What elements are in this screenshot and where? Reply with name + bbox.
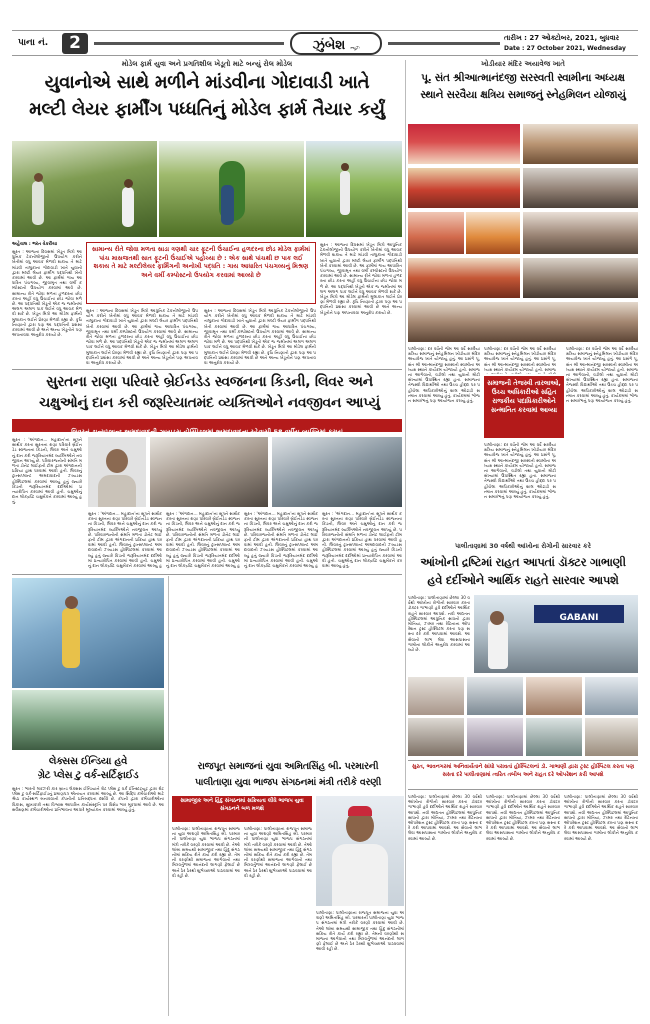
eye-sub: સુરત, ભાવનગરમાં અનિવાર્યતાને સાંધો પરાવતાં હોસ્પિટલનાં ડૉ. ગાભાણી દ્વારા ટ્રસ્ટ હોસ્પિટલ કરતા પણ સસ્તા દરે પાલીતાણામાં ત્વરિત તબીબ અને રાહત દરે ઓપરેશન કરી આપશે	[411, 764, 635, 778]
organ-body-col5: સુરત : 'અંગદાન... મહાદાન'ના સૂત્રને સાર્થક કરતા સુરતના રાણા પરિવારે બ્રેઈનડેડ સ્વજનના કિડની, લિવર અને ચક્ષુઓનું દાન કરી જરૂરિયાતમંદ વ્યક્તિઓને નવજીવન આપ્યું છે. પરિવારજનોની સંમતિ મળતા ડોનેટ લાઈફની ટીમ દ્વારા અંગદાનની પ્રક્રિયા હાથ ધરવામાં આવી હતી. લિવરનું ટ્રાન્સપ્લાન્ટ અમદાવાદની ઝાયડસ હોસ્પિટલમાં કરવામાં આવ્યું હતું જ્યારે કિડની જરૂરિયાતમંદ દર્દીઓમાં પ્રત્યારોપિત કરવામાં આવી હતી. ચક્ષુઓનું દાન લોકદ્રષ્ટિ ચક્ષુબેંકને કરવામાં આવ્યું હતું.	[322, 511, 402, 569]
khodiyar-body-col1: પાલીતાણા: દર વર્ષની જેમ આ વર્ષે સરવૈયા ક્ષત્રિય સમાજનું સ્નેહમિલન ખોડીયાર મંદિર અયાવેજ ખાતે યોજાયું હતું. આ પ્રસંગે પૂ. સંત શ્રી આત્માનંદજી સરસ્વતી સ્વામીના અધ્યક્ષ સ્થાને કાર્યક્રમ યોજાયો હતો. સમાજના આગેવાનો, વડીલો તથા યુવાનો મોટી સંખ્યામાં ઉપસ્થિત રહ્યા હતા. સમાજના તેજસ્વી વિદ્યાર્થીઓ તથા ઉચ્ચ હોદ્દા પર પહોંચેલા અધિકારીઓનું શાલ ઓઢાડી સન્માન કરવામાં આવ્યું હતું. કાર્યક્રમમાં ભોજન સમારંભનું પણ આયોજન કરાયું હતું.	[408, 346, 480, 404]
organ-band-text: લિવરનું ટ્રાન્સપ્લાન્ટ અમદાવાદની ઝાયડસ હોસ્પિટલમાં અમદાવાદના રહેવાસી 58 વર્ષીય વ્યક્તિમાં કરાયું	[71, 428, 343, 436]
column-divider	[405, 60, 406, 530]
lexus-headline-1: લેક્સસ ઈન્ડિયા હવે	[48, 756, 128, 767]
eye-hospital-photo-5	[585, 677, 638, 715]
eye-hospital-photo-1	[474, 595, 638, 673]
organ-body-col3: સુરત : 'અંગદાન... મહાદાન'ના સૂત્રને સાર્થક કરતા સુરતના રાણા પરિવારે બ્રેઈનડેડ સ્વજનના કિડની, લિવર અને ચક્ષુઓનું દાન કરી જરૂરિયાતમંદ વ્યક્તિઓને નવજીવન આપ્યું છે. પરિવારજનોની સંમતિ મળતા ડોનેટ લાઈફની ટીમ દ્વારા અંગદાનની પ્રક્રિયા હાથ ધરવામાં આવી હતી. લિવરનું ટ્રાન્સપ્લાન્ટ અમદાવાદની ઝાયડસ હોસ્પિટલમાં કરવામાં આવ્યું હતું જ્યારે કિડની જરૂરિયાતમંદ દર્દીઓમાં પ્રત્યારોપિત કરવામાં આવી હતી. ચક્ષુઓનું દાન લોકદ્રષ્ટિ ચક્ષુબેંકને કરવામાં આવ્યું હ	[166, 511, 240, 569]
story1-headline-1: યુવાનોએ સાથે મળીને માંડવીના ગોદાવાડી ખાતે	[44, 72, 370, 93]
page-number: 2	[69, 33, 81, 53]
khodiyar-kicker: ખોડીયાર મંદિર અયાવેજ ખાતે	[481, 60, 565, 68]
donor-portrait	[88, 437, 146, 507]
eye-body-col3: પાલીતાણા: પાલીતાણામાં છેલ્લા 30 વર્ષથી આંખોના રોગોની સારવાર કરતા ડૉક્ટર ગાભાણી હવે દર્દીઓને આર્થિક રાહતે સારવાર આપશે. નવી અદ્યતન હોસ્પિટલમાં આધુનિક સાધનો દ્વારા મોતિયા, ઝામર તથા રેટિનાના ઓપરેશન ટ્રસ્ટ હોસ્પિટલ કરતા પણ સસ્તા દરે કરી આપવામાં આવશે. આ સેવાનો લાભ લેવા આસપાસના ગામોના લોકોને અનુરોધ કરવામાં આવ્યો છે.	[564, 794, 638, 841]
page-number-badge	[62, 33, 88, 54]
logo-text: ઝુંબેશ	[312, 38, 346, 53]
eye-body-col-left: પાલીતાણા: પાલીતાણામાં છેલ્લા 30 વર્ષથી આંખોના રોગોની સારવાર કરતા ડૉક્ટર ગાભાણી હવે દર્દીઓને આર્થિક રાહતે સારવાર આપશે. નવી અદ્યતન હોસ્પિટલમાં આધુનિક સાધનો દ્વારા મોતિયા, ઝામર તથા રેટિનાના ઓપરેશન ટ્રસ્ટ હોસ્પિટલ કરતા પણ સસ્તા દરે કરી આપવામાં આવશે. આ સેવાનો લાભ લેવા આસપાસના ગામોના લોકોને અનુરોધ કરવામાં આવ્યો છે.	[408, 595, 470, 653]
section-rule-2	[12, 574, 402, 575]
rajput-divider-right	[405, 540, 406, 1016]
story1-kicker: મોડેલ ફાર્મ યુવા અને પ્રગતિશીલ ખેડૂતો માટે બન્યું રોલ મોડેલ	[121, 60, 293, 68]
eye-hospital-photo-2	[408, 677, 464, 715]
date-gu: તારીખ : 27 ઓક્ટોબર, 2021, બુધવાર	[504, 34, 620, 42]
organ-band	[12, 419, 402, 436]
date-en: Date : 27 October 2021, Wednesday	[504, 45, 626, 52]
event-photo-7	[523, 212, 638, 254]
story1-body-col1: સુરત : આજના દિવસમાં ખેડૂત મિત્રો આધુનિક ટેકનોલોજીનો ઉપયોગ કરીને ખેતીમાં વધુ આવક મેળવી શકાય તે માટે માંડવી તાલુકાના ગોદાવાડી ખાતે યુવાનો દ્વારા મલ્ટી લેયર ફાર્મીંગ પદ્ધતિથી ખેતી કરવામાં આવી છે. આ ફાર્મમાં ગાય આધારિત પંચગવ્ય, જીવામૃત તથા વર્મી કમ્પોસ્ટનો ઉપયોગ કરવામાં આવે છે. સામાન્ય રીતે જોવા મળતા હળદરના છોડ કરતા અહીં વધુ ઉંચાઈના છોડ જોવા મળે છે. આ પદ્ધતિથી ખેડૂતો એક જ જમીનમાં અલગ અલગ પાક લઈને વધુ આવક મેળવી શકે છે. ખેડૂત મિત્રો આ મોડેલ ફાર્મની મુલાકાત લઈને પ્રેરણા મેળવી રહ્યા છે. કૃષિ નિષ્ણાતો દ્વારા પણ આ પદ્ધતિની પ્રશંસા કરવામાં આવી છે અને અન્ય ખેડૂતોને પણ અપનાવવા અનુરોધ કરાયો છે.	[12, 249, 82, 338]
story1-byline: અહેવાલ : ભરત વેકરીયા	[12, 242, 58, 247]
eye-hospital-photo-3	[467, 677, 523, 715]
lexus-body: સુરત : ભારતી લક્ઝરી કાર બ્રાન્ડ લેક્સસ ઈન્ડિયાને ગ્રેટ પ્લેસ ટુ વર્ક ઈન્સ્ટિટ્યૂટ દ્વારા ગ્રેટ પ્લેસ ટુ વર્ક-સર્ટિફાઈડનું પ્રમાણપત્ર એનાયત કરવામાં આવ્યું છે. આ સિદ્ધિ કર્મચારીઓ માટે શ્રેષ્ઠ કાર્યસ્થળ બનાવવાની કંપનીની પ્રતિબદ્ધતા દર્શાવે છે. કંપની દ્વારા કર્મચારીઓના વિકાસ, સુખાકારી તથા વિશ્વાસ આધારિત કાર્યસંસ્કૃતિ પર વિશેષ ભાર મૂકવામાં આવે છે. આ સર્વેક્ષણમાં કર્મચારીઓના પ્રતિભાવના આધારે મૂલ્યાંકન કરવામાં આવ્યું હતું.	[12, 786, 164, 812]
section-rule	[12, 369, 402, 370]
organ-body-col1: સુરત : 'અંગદાન... મહાદાન'ના સૂત્રને સાર્થક કરતા સુરતના રાણા પરિવારે બ્રેઈનડેડ સ્વજનના કિડની, લિવર અને ચક્ષુઓનું દાન કરી જરૂરિયાતમંદ વ્યક્તિઓને નવજીવન આપ્યું છે. પરિવારજનોની સંમતિ મળતા ડોનેટ લાઈફની ટીમ દ્વારા અંગદાનની પ્રક્રિયા હાથ ધરવામાં આવી હતી. લિવરનું ટ્રાન્સપ્લાન્ટ અમદાવાદની ઝાયડસ હોસ્પિટલમાં કરવામાં આવ્યું હતું જ્યારે કિડની જરૂરિયાતમંદ દર્દીઓમાં પ્રત્યારોપિત કરવામાં આવી હતી. ચક્ષુઓનું દાન લોકદ્રષ્ટિ ચક્ષુબેંકને કરવામાં આવ્યું હતું.	[12, 437, 82, 505]
hospital-photo-1	[150, 437, 268, 507]
eye-headline-1: આંખોની દ્રષ્ટિમાં રાહત આપતાં ડૉક્ટર ગાભાણી	[420, 555, 626, 569]
masthead	[12, 30, 638, 56]
khodiyar-body-col3: પાલીતાણા: દર વર્ષની જેમ આ વર્ષે સરવૈયા ક્ષત્રિય સમાજનું સ્નેહમિલન ખોડીયાર મંદિર અયાવેજ ખાતે યોજાયું હતું. આ પ્રસંગે પૂ. સંત શ્રી આત્માનંદજી સરસ્વતી સ્વામીના અધ્યક્ષ સ્થાને કાર્યક્રમ યોજાયો હતો. સમાજના આગેવાનો, વડીલો તથા યુવાનો મોટી સંખ્યામાં ઉપસ્થિત રહ્યા હતા. સમાજના તેજસ્વી વિદ્યાર્થીઓ તથા ઉચ્ચ હોદ્દા પર પહોંચેલા અધિકારીઓનું શાલ ઓઢાડી સન્માન કરવામાં આવ્યું હતું. કાર્યક્રમમાં ભોજન સમારંભનું પણ આયોજન કરાયું હતું.	[566, 346, 638, 404]
event-photo-4	[523, 168, 638, 208]
story1-headline-2: મલ્ટી લેયર ફાર્મીંગ પધ્ધતિનું મોડેલ ફાર્મ તૈયાર કર્યું	[29, 99, 385, 120]
event-photo-1	[408, 124, 520, 164]
event-photo-3	[408, 168, 520, 208]
logo-sub: ન્યૂઝ	[350, 45, 360, 50]
eye-sub-box	[408, 760, 638, 790]
event-photo-2	[523, 124, 638, 164]
farm-photo-1	[12, 141, 157, 237]
organ-headline-2: ચક્ષુઓનું દાન કરી જરૂરિયાતમંદ વ્યક્તિઓને નવજીવન આપ્યું	[39, 395, 380, 411]
event-photo-9	[523, 258, 638, 298]
khodiyar-highlight-box	[484, 376, 564, 438]
farm-photo-3	[306, 141, 402, 237]
farm-photo-2	[159, 141, 304, 237]
story1-body-col2: સુરત : આજના દિવસમાં ખેડૂત મિત્રો આધુનિક ટેકનોલોજીનો ઉપયોગ કરીને ખેતીમાં વધુ આવક મેળવી શકાય તે માટે માંડવી તાલુકાના ગોદાવાડી ખાતે યુવાનો દ્વારા મલ્ટી લેયર ફાર્મીંગ પદ્ધતિથી ખેતી કરવામાં આવી છે. આ ફાર્મમાં ગાય આધારિત પંચગવ્ય, જીવામૃત તથા વર્મી કમ્પોસ્ટનો ઉપયોગ કરવામાં આવે છે. સામાન્ય રીતે જોવા મળતા હળદરના છોડ કરતા અહીં વધુ ઉંચાઈના છોડ જોવા મળે છે. આ પદ્ધતિથી ખેડૂતો એક જ જમીનમાં અલગ અલગ પાક લઈને વધુ આવક મેળવી શકે છે. ખેડૂત મિત્રો આ મોડેલ ફાર્મની મુલાકાત લઈને પ્રેરણા મેળવી રહ્યા છે. કૃષિ નિષ્ણાતો દ્વારા પણ આ પદ્ધતિની પ્રશંસા કરવામાં આવી છે અને અન્ય ખેડૂતોને પણ અપનાવવા અનુરોધ કરાયો છે.	[86, 308, 198, 365]
eye-headline-2: હવે દર્દીઓને આર્થિક રાહતે સારવાર આપશે	[427, 573, 619, 587]
khodiyar-headline-2: સ્થાને સરવૈયા ક્ષત્રિય સમાજનું સ્નેહમિલન યોજાયું	[420, 89, 626, 101]
cricket-photo-1	[12, 578, 164, 688]
khodiyar-body-col2b: પાલીતાણા: દર વર્ષની જેમ આ વર્ષે સરવૈયા ક્ષત્રિય સમાજનું સ્નેહમિલન ખોડીયાર મંદિર અયાવેજ ખાતે યોજાયું હતું. આ પ્રસંગે પૂ. સંત શ્રી આત્માનંદજી સરસ્વતી સ્વામીના અધ્યક્ષ સ્થાને કાર્યક્રમ યોજાયો હતો. સમાજના આગેવાનો, વડીલો તથા યુવાનો મોટી સંખ્યામાં ઉપસ્થિત રહ્યા હતા. સમાજના તેજસ્વી વિદ્યાર્થીઓ તથા ઉચ્ચ હોદ્દા પર પહોંચેલા અધિકારીઓનું શાલ ઓઢાડી સન્માન કરવામાં આવ્યું હતું. કાર્યક્રમમાં ભોજન સમારંભનું પણ આયોજન કરાયું હતું.	[484, 442, 556, 500]
masthead-rule-right	[388, 42, 500, 45]
cricket-photo-2	[12, 690, 164, 750]
event-photo-6	[466, 212, 520, 254]
page-label: પાના નં.	[18, 38, 49, 48]
eye-hospital-photo-9	[585, 718, 638, 756]
logo	[290, 32, 382, 55]
khodiyar-body-col2: પાલીતાણા: દર વર્ષની જેમ આ વર્ષે સરવૈયા ક્ષત્રિય સમાજનું સ્નેહમિલન ખોડીયાર મંદિર અયાવેજ ખાતે યોજાયું હતું. આ પ્રસંગે પૂ. સંત શ્રી આત્માનંદજી સરસ્વતી સ્વામીના અધ્યક્ષ સ્થાને કાર્યક્રમ યોજાયો હતો. સમાજ	[484, 346, 556, 372]
rajput-portrait	[316, 796, 404, 906]
rajput-body-col3: પાલીતાણા: પાલીતાણાના રાજપૂત સમાજના યુવા અગ્રણી અમિતસિંહ બી. પરમારની પાલીતાણા યુવા ભાજપ સંગઠનમાં મંત્રી તરીકે વરણી કરવામાં આવી છે. તેઓ લાંબા સમયથી સામાજીક તથા હિંદુ સંગઠનોમાં સક્રિય રીતે કાર્ય કરી રહ્યા છે. તેમની વરણીથી સમાજના આગેવાનો તથા મિત્રવર્તુળમાં આનંદની લાગણી ફેલાઈ છે અને ઠેર ઠેરથી શુભેચ્છાઓ પાઠવવામાં આવી રહી છે.	[316, 910, 404, 952]
event-photo-8	[408, 258, 520, 298]
eye-hospital-photo-7	[467, 718, 523, 756]
story1-highlight-box	[86, 242, 316, 304]
organ-body-col4: સુરત : 'અંગદાન... મહાદાન'ના સૂત્રને સાર્થક કરતા સુરતના રાણા પરિવારે બ્રેઈનડેડ સ્વજનના કિડની, લિવર અને ચક્ષુઓનું દાન કરી જરૂરિયાતમંદ વ્યક્તિઓને નવજીવન આપ્યું છે. પરિવારજનોની સંમતિ મળતા ડોનેટ લાઈફની ટીમ દ્વારા અંગદાનની પ્રક્રિયા હાથ ધરવામાં આવી હતી. લિવરનું ટ્રાન્સપ્લાન્ટ અમદાવાદની ઝાયડસ હોસ્પિટલમાં કરવામાં આવ્યું હતું જ્યારે કિડની જરૂરિયાતમંદ દર્દીઓમાં પ્રત્યારોપિત કરવામાં આવી હતી. ચક્ષુઓનું દાન લોકદ્રષ્ટિ ચક્ષુબેંકને કરવામાં આવ્યું હ	[244, 511, 318, 569]
eye-hospital-photo-4	[526, 677, 582, 715]
story1-body-col4: સુરત : આજના દિવસમાં ખેડૂત મિત્રો આધુનિક ટેકનોલોજીનો ઉપયોગ કરીને ખેતીમાં વધુ આવક મેળવી શકાય તે માટે માંડવી તાલુકાના ગોદાવાડી ખાતે યુવાનો દ્વારા મલ્ટી લેયર ફાર્મીંગ પદ્ધતિથી ખેતી કરવામાં આવી છે. આ ફાર્મમાં ગાય આધારિત પંચગવ્ય, જીવામૃત તથા વર્મી કમ્પોસ્ટનો ઉપયોગ કરવામાં આવે છે. સામાન્ય રીતે જોવા મળતા હળદરના છોડ કરતા અહીં વધુ ઉંચાઈના છોડ જોવા મળે છે. આ પદ્ધતિથી ખેડૂતો એક જ જમીનમાં અલગ અલગ પાક લઈને વધુ આવક મેળવી શકે છે. ખેડૂત મિત્રો આ મોડેલ ફાર્મની મુલાકાત લઈને પ્રેરણા મેળવી રહ્યા છે. કૃષિ નિષ્ણાતો દ્વારા પણ આ પદ્ધતિની પ્રશંસા કરવામાં આવી છે અને અન્ય ખેડૂતોને પણ અપનાવવા અનુરોધ કરાયો છે.	[320, 242, 402, 315]
khodiyar-headline-1: પૂ. સંત શ્રીઆત્માનંદજી સરસ્વતી સ્વામીના અધ્યક્ષ	[421, 72, 625, 84]
event-photo-10	[408, 302, 638, 342]
event-photo-5	[408, 212, 464, 254]
organ-headline-1: સુરતના રાણા પરિવારે બ્રેઈનડેડ સ્વજનના કિડની, લિવર અને	[46, 374, 373, 390]
hospital-sign-text: GABANI	[559, 613, 599, 623]
hospital-sign	[534, 605, 624, 623]
rajput-body-col2: પાલીતાણા: પાલીતાણાના રાજપૂત સમાજના યુવા અગ્રણી અમિતસિંહ બી. પરમારની પાલીતાણા યુવા ભાજપ સંગઠનમાં મંત્રી તરીકે વરણી કરવામાં આવી છે. તેઓ લાંબા સમયથી સામાજીક તથા હિંદુ સંગઠનોમાં સક્રિય રીતે કાર્ય કરી રહ્યા છે. તેમની વરણીથી સમાજના આગેવાનો તથા મિત્રવર્તુળમાં આનંદની લાગણી ફેલાઈ છે અને ઠેર ઠેરથી શુભેચ્છાઓ પાઠવવામાં આવી રહી છે.	[244, 826, 312, 878]
eye-body-col1: પાલીતાણા: પાલીતાણામાં છેલ્લા 30 વર્ષથી આંખોના રોગોની સારવાર કરતા ડૉક્ટર ગાભાણી હવે દર્દીઓને આર્થિક રાહતે સારવાર આપશે. નવી અદ્યતન હોસ્પિટલમાં આધુનિક સાધનો દ્વારા મોતિયા, ઝામર તથા રેટિનાના ઓપરેશન ટ્રસ્ટ હોસ્પિટલ કરતા પણ સસ્તા દરે કરી આપવામાં આવશે. આ સેવાનો લાભ લેવા આસપાસના ગામોના લોકોને અનુરોધ કરવામાં આવ્યો છે.	[408, 794, 482, 841]
eye-kicker: પાલીતાણામાં 30 વર્ષથી આંખોના રોગોની સારવાર કરે	[455, 542, 591, 550]
khodiyar-highlight: સમાજની તેજસ્વી તારલાઓ, ઉચ્ચ અધિકારીઓ સહિત રાજકીય પદાધિકારીઓને સન્માનિત કરવામાં આવ્યા	[487, 379, 561, 414]
lexus-headline-2: ગ્રેટ પ્લેસ ટુ વર્ક-સર્ટિફાઈડ	[37, 770, 139, 781]
story1-body-col3: સુરત : આજના દિવસમાં ખેડૂત મિત્રો આધુનિક ટેકનોલોજીનો ઉપયોગ કરીને ખેતીમાં વધુ આવક મેળવી શકાય તે માટે માંડવી તાલુકાના ગોદાવાડી ખાતે યુવાનો દ્વારા મલ્ટી લેયર ફાર્મીંગ પદ્ધતિથી ખેતી કરવામાં આવી છે. આ ફાર્મમાં ગાય આધારિત પંચગવ્ય, જીવામૃત તથા વર્મી કમ્પોસ્ટનો ઉપયોગ કરવામાં આવે છે. સામાન્ય રીતે જોવા મળતા હળદરના છોડ કરતા અહીં વધુ ઉંચાઈના છોડ જોવા મળે છે. આ પદ્ધતિથી ખેડૂતો એક જ જમીનમાં અલગ અલગ પાક લઈને વધુ આવક મેળવી શકે છે. ખેડૂત મિત્રો આ મોડેલ ફાર્મની મુલાકાત લઈને પ્રેરણા મેળવી રહ્યા છે. કૃષિ નિષ્ણાતો દ્વારા પણ આ પદ્ધતિની પ્રશંસા કરવામાં આવી છે અને અન્ય ખેડૂતોને પણ અપનાવવા અનુરોધ કરાયો છે.	[204, 308, 316, 365]
rajput-sub: સામાજીક અને હિંદુ સંગઠનમાં સક્રિયતા લીધે ભાજપ યુવા સંગઠનને બળ મળશે	[180, 798, 304, 812]
hospital-photo-2	[272, 437, 402, 507]
rajput-sub-box	[172, 796, 312, 822]
eye-hospital-photo-6	[408, 718, 464, 756]
organ-body-col2: સુરત : 'અંગદાન... મહાદાન'ના સૂત્રને સાર્થક કરતા સુરતના રાણા પરિવારે બ્રેઈનડેડ સ્વજનના કિડની, લિવર અને ચક્ષુઓનું દાન કરી જરૂરિયાતમંદ વ્યક્તિઓને નવજીવન આપ્યું છે. પરિવારજનોની સંમતિ મળતા ડોનેટ લાઈફની ટીમ દ્વારા અંગદાનની પ્રક્રિયા હાથ ધરવામાં આવી હતી. લિવરનું ટ્રાન્સપ્લાન્ટ અમદાવાદની ઝાયડસ હોસ્પિટલમાં કરવામાં આવ્યું હતું જ્યારે કિડની જરૂરિયાતમંદ દર્દીઓમાં પ્રત્યારોપિત કરવામાં આવી હતી. ચક્ષુઓનું દાન લોકદ્રષ્ટિ ચક્ષુબેંકને કરવામાં આવ્યું હ	[88, 511, 162, 569]
eye-hospital-photo-8	[526, 718, 582, 756]
story1-highlight: સામાન્ય રીતે જોવા મળતા સાડા ત્રણથી ચાર ફૂટની ઉંચાઈના હળદરના છોડ મોડેલ ફાર્મમાં પાંચ માસજતથી સાત ફૂટની ઉંચાઈએ પહોચ્યા છે : એક સાથે પાંચથી છ પાક લઈ શકાય તે માટે મલ્ટીલેયર ફાર્મિંગની અનોખી પદ્ધતિ : ગાય આધારિત પંચગવ્યનું મિશ્રણ અને વર્મી કમ્પોસ્ટનો ઉપયોગ કરવામાં આવ્યો છે	[91, 246, 311, 279]
rajput-headline-1: રાજપૂત સમાજનાં યુવા અમિતસિંહ બી. પરમારની	[197, 761, 379, 772]
rajput-headline-2: પાલીતાણા યુવા ભાજપ સંગઠનમાં મંત્રી તરીકે વરણી	[194, 777, 382, 788]
rajput-body-col1: પાલીતાણા: પાલીતાણાના રાજપૂત સમાજના યુવા અગ્રણી અમિતસિંહ બી. પરમારની પાલીતાણા યુવા ભાજપ સંગઠનમાં મંત્રી તરીકે વરણી કરવામાં આવી છે. તેઓ લાંબા સમયથી સામાજીક તથા હિંદુ સંગઠનોમાં સક્રિય રીતે કાર્ય કરી રહ્યા છે. તેમની વરણીથી સમાજના આગેવાનો તથા મિત્રવર્તુળમાં આનંદની લાગણી ફેલાઈ છે અને ઠેર ઠેરથી શુભેચ્છાઓ પાઠવવામાં આવી રહી છે.	[172, 826, 240, 878]
column-divider-2	[168, 576, 169, 1016]
masthead-rule-left	[94, 42, 284, 45]
eye-body-col2: પાલીતાણા: પાલીતાણામાં છેલ્લા 30 વર્ષથી આંખોના રોગોની સારવાર કરતા ડૉક્ટર ગાભાણી હવે દર્દીઓને આર્થિક રાહતે સારવાર આપશે. નવી અદ્યતન હોસ્પિટલમાં આધુનિક સાધનો દ્વારા મોતિયા, ઝામર તથા રેટિનાના ઓપરેશન ટ્રસ્ટ હોસ્પિટલ કરતા પણ સસ્તા દરે કરી આપવામાં આવશે. આ સેવાનો લાભ લેવા આસપાસના ગામોના લોકોને અનુરોધ કરવામાં આવ્યો છે.	[486, 794, 560, 841]
